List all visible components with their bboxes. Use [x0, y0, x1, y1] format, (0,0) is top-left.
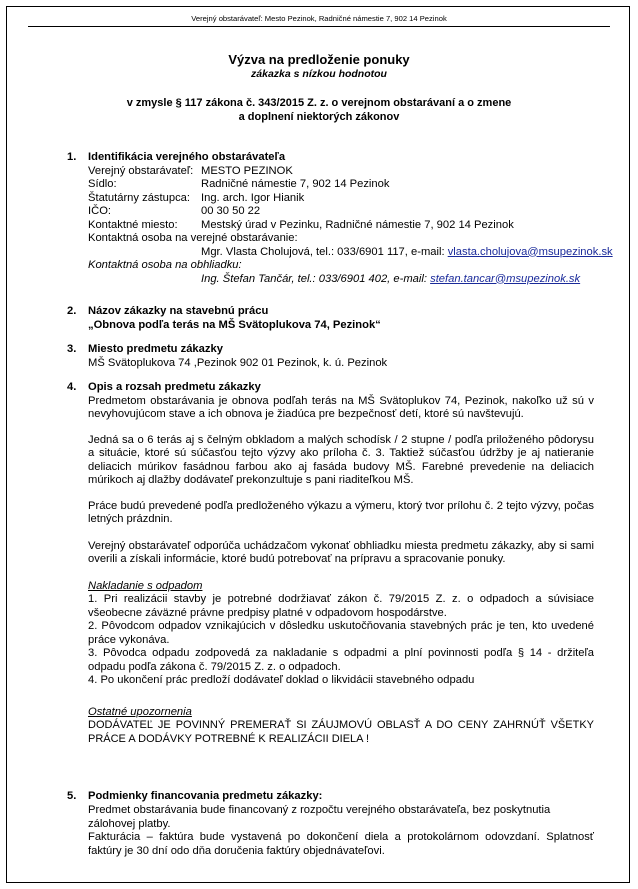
financing-paragraph-2: Fakturácia – faktúra bude vystavená po dokončení diela a protokolárnom odovzdaní. Splatnosť faktúry je 30 dní odo dňa doručenia faktúry objednávateľovi. [88, 831, 594, 857]
site-location: MŠ Svätoplukova 74 ,Pezinok 902 01 Pezinok, k. ú. Pezinok [88, 356, 388, 369]
waste-heading: Nakladanie s odpadom [88, 579, 203, 592]
section-4-heading: Opis a rozsah predmetu zákazky [88, 381, 261, 393]
document-title: Výzva na predloženie ponuky [228, 52, 410, 67]
section-3-number: 3. [67, 343, 77, 355]
info-label: Kontaktné miesto: [88, 218, 178, 231]
other-notices-heading: Ostatné upozornenia [88, 705, 192, 718]
other-notices-text: DODÁVATEĽ JE POVINNÝ PREMERAŤ SI ZÁUJMOVÚ OBLASŤ A DO CENY ZAHRNÚŤ VŠETKY PRÁCE A DODÁVKY POTREBNÉ K REALIZÁCII DIELA ! [88, 719, 594, 745]
legal-basis-line-1: v zmysle § 117 zákona č. 343/2015 Z. z. o verejnom obstarávaní a o zmene [126, 97, 512, 109]
waste-item: 4. Po ukončení prác predloží dodávateľ doklad o likvidácii stavebného odpadu [88, 674, 475, 686]
section-1-number: 1. [67, 151, 77, 163]
info-row [88, 178, 594, 192]
inspection-contact-label: Kontaktná osoba na obhliadku: [88, 259, 242, 271]
scope-paragraph-4: Verejný obstarávateľ odporúča uchádzačom vykonať obhliadku miesta predmetu zákazky, aby si sami overili a získali informácie, ktoré budú potrebovať na prípravu a spracovanie ponuky. [88, 539, 594, 565]
scope-paragraph-3: Práce budú prevedené podľa predloženého výkazu a výmeru, ktorý tvor prílohu č. 2 tejto výzvy, počas letných prázdnin. [88, 499, 594, 525]
section-1-heading: Identifikácia verejného obstarávateľa [88, 151, 286, 163]
scope-paragraph-1: Predmetom obstarávania je obnova podľah terás na MŠ Svätoplukov 74, Pezinok, nakoľko už sú v nevyhovujúcom stave a ich obnova je žiadúca pre bezpečnosť detí, ktoré sú navštevujú. [88, 394, 594, 420]
info-row [88, 205, 594, 219]
section-5-heading: Podmienky financovania predmetu zákazky: [88, 790, 323, 802]
waste-item: 1. Pri realizácii stavby je potrebné dodržiavať zákon č. 79/2015 Z. z. o odpadoch a súvisiace všeobecne záväzné právne predpisy platné v odpadovom hospodárstve. [88, 593, 594, 619]
procurement-contact-text: Mgr. Vlasta Cholujová, tel.: 033/6901 117, e-mail: [201, 245, 448, 258]
procurement-contact-email-link[interactable]: vlasta.cholujova@msupezinok.sk [447, 245, 613, 258]
section-5-body [88, 804, 594, 858]
info-label: Sídlo: [88, 178, 117, 190]
inspection-contact [88, 273, 594, 287]
financing-paragraph-1: Predmet obstarávania bude financovaný z rozpočtu verejného obstarávateľa, bez poskytnutia zálohovej platby. [88, 804, 551, 830]
info-value: 00 30 50 22 [201, 205, 261, 217]
section-5-number: 5. [67, 790, 77, 802]
info-value: Ing. arch. Igor Hianik [201, 191, 305, 204]
info-label: IČO: [88, 205, 111, 217]
info-label: Verejný obstarávateľ: [88, 164, 194, 177]
info-label: Štatutárny zástupca: [88, 191, 190, 204]
info-row [88, 165, 594, 179]
info-row [88, 192, 594, 206]
section-2-number: 2. [67, 305, 77, 317]
document-subtitle: zákazka s nízkou hodnotou [251, 68, 387, 80]
running-header: Verejný obstarávateľ: Mesto Pezinok, Radničné námestie 7, 902 14 Pezinok [191, 14, 447, 23]
section-3-heading: Miesto predmetu zákazky [88, 343, 223, 355]
legal-basis-line-2: a doplnení niektorých zákonov [238, 111, 400, 123]
info-row [88, 219, 594, 233]
inspection-contact-email-link[interactable]: stefan.tancar@msupezinok.sk [430, 272, 581, 285]
waste-item: 2. Pôvodcom odpadov vznikajúcich v dôsledku uskutočňovania stavebných prác je ten, kto uvedené práce vykonáva. [88, 620, 594, 646]
procurement-contact-label: Kontaktná osoba na verejné obstarávanie: [88, 232, 298, 244]
info-value: Mestský úrad v Pezinku, Radničné námestie 7, 902 14 Pezinok [201, 218, 514, 231]
inspection-contact-text: Ing. Štefan Tančár, tel.: 033/6901 402, e-mail: [201, 272, 431, 285]
info-value: MESTO PEZINOK [201, 164, 293, 177]
legal-basis [0, 96, 638, 124]
section-4-number: 4. [67, 381, 77, 393]
section-2-heading: Názov zákazky na stavebnú prácu [88, 305, 269, 317]
procurement-contact [88, 245, 613, 260]
waste-item: 3. Pôvodca odpadu zodpovedá za nakladanie s odpadmi a plní povinnosti podľa § 14 - držiteľa odpadu podľa zákona č. 79/2015 Z. z. o odpadoch. [88, 647, 594, 673]
header-divider [28, 26, 610, 27]
scope-paragraph-2: Jedná sa o 6 terás aj s čelným obkladom a malých schodísk / 2 stupne / podľa priloženého pôdorysu a situácie, ktoré sú súčasťou tejto výzvy ako príloha č. 3. Taktiež súčasťou údržby je aj natieranie deliacich múrikov fasádnou farbou ako aj fasáda budovy MŠ. Farebné prevedenie na deliacich múrikoch aj dlažby dodávateľ prekonzultuje s pani riaditeľkou MŠ. [88, 433, 594, 486]
contract-name: „Obnova podľa terás na MŠ Svätoplukova 74, Pezinok“ [88, 318, 381, 331]
info-value: Radničné námestie 7, 902 14 Pezinok [201, 178, 390, 190]
